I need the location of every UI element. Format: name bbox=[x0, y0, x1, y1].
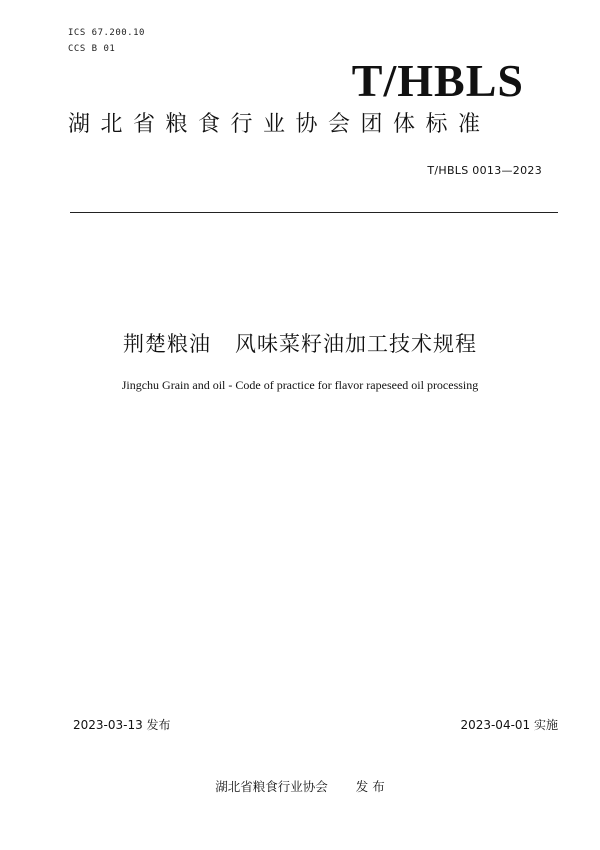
ccs-code: CCS B 01 bbox=[68, 44, 116, 54]
document-title-cn bbox=[0, 328, 600, 358]
publisher-line bbox=[0, 777, 600, 795]
publish-label: 发 布 bbox=[355, 779, 385, 794]
document-title-en: Jingchu Grain and oil - Code of practice for flavor rapeseed oil processing bbox=[121, 378, 479, 392]
effective-date: 2023-04-01 实施 bbox=[460, 718, 558, 732]
publish-date: 2023-03-13 发布 bbox=[73, 718, 171, 732]
standard-brand-logo: T/HBLS bbox=[351, 55, 524, 106]
ics-code: ICS 67.200.10 bbox=[68, 28, 145, 38]
standard-number: T/HBLS 0013—2023 bbox=[427, 164, 542, 177]
header-divider bbox=[70, 212, 558, 213]
title-cn-part1: 荆楚粮油 bbox=[123, 332, 211, 356]
organization-standard-title: 湖北省粮食行业协会团体标准 bbox=[68, 112, 491, 137]
publisher-name: 湖北省粮食行业协会 bbox=[215, 779, 328, 794]
title-cn-part2: 风味菜籽油加工技术规程 bbox=[235, 332, 477, 356]
